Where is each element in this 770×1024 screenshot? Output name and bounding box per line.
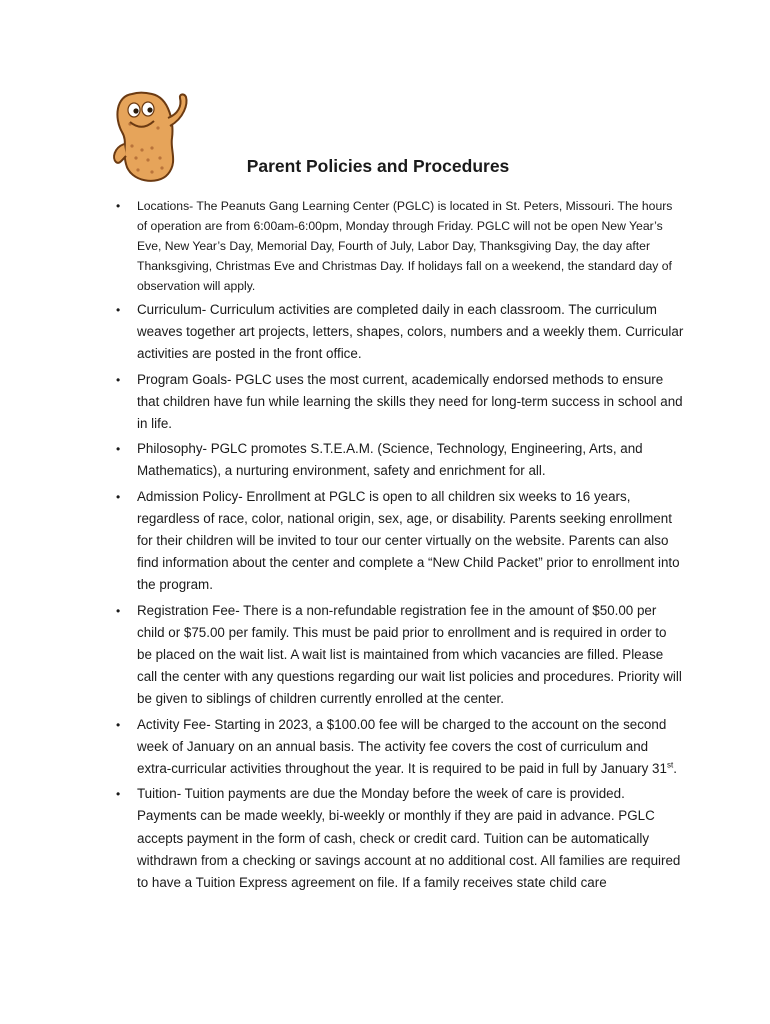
policy-item — [116, 714, 685, 781]
bullet-icon: • — [116, 489, 121, 504]
policy-item — [116, 196, 685, 296]
policy-item — [116, 369, 685, 436]
policy-item — [116, 299, 685, 366]
bullet-icon: • — [116, 603, 121, 618]
policy-text: Curriculum- Curriculum activities are completed daily in each classroom. The curriculum weaves together art projects, letters, shapes, colors, numbers and a weekly them. Curricular activities are posted in the front office. — [137, 302, 684, 362]
bullet-icon: • — [116, 303, 121, 317]
policy-item — [116, 783, 685, 894]
page-title: Parent Policies and Procedures — [246, 156, 510, 176]
policy-item — [116, 600, 685, 711]
policy-text: Philosophy- PGLC promotes S.T.E.A.M. (Science, Technology, Engineering, Arts, and Mathematics), a nurturing environment, safety and enrichment for all. — [137, 441, 643, 479]
bullet-icon: • — [116, 199, 121, 213]
policy-text: Tuition- Tuition payments are due the Monday before the week of care is provided. Payments can be made weekly, bi-weekly or monthly if they are paid in advance. PGLC accepts payment in the form of cash, check or credit card. Tuition can be automatically withdrawn from a checking or savings account at no additional cost. All families are required to have a Tuition Express agreement on file. If a family receives state child care — [137, 786, 681, 891]
policy-text: Registration Fee- There is a non-refundable registration fee in the amount of $50.00 per child or $75.00 per family. This must be paid prior to enrollment and is required in order to be placed on the wait list. A wait list is maintained from which vacancies are filled. Please call the center with any questions regarding our wait list policies and procedures. Priority will be given to siblings of children currently enrolled at the center. — [137, 602, 682, 707]
bullet-icon: • — [116, 787, 121, 802]
policy-text: Program Goals- PGLC uses the most current, academically endorsed methods to ensure that children have fun while learning the skills they need for long-term success in school and in life. — [137, 371, 683, 432]
policy-text: Locations- The Peanuts Gang Learning Center (PGLC) is located in St. Peters, Missouri. The hours of operation are from 6:00am-6:00pm, Monday through Friday. PGLC will not be open New Year’s Eve, New Year’s Day, Memorial Day, Fourth of July, Labor Day, Thanksgiving Day, the day after Thanksgiving, Christmas Eve and Christmas Day. If holidays fall on a weekend, the standard day of observation will apply. — [137, 199, 673, 293]
bullet-icon: • — [116, 717, 121, 732]
policy-list — [116, 196, 685, 897]
policy-superscript: st — [666, 760, 674, 770]
bullet-icon: • — [116, 442, 121, 457]
policy-text: Activity Fee- Starting in 2023, a $100.00 fee will be charged to the account on the second week of January on an annual basis. The activity fee covers the cost of curriculum and extra-curricular activities throughout the year. It is required to be paid in full by January 31 — [137, 716, 667, 777]
policy-text: Admission Policy- Enrollment at PGLC is open to all children six weeks to 16 years, regardless of race, color, national origin, sex, age, or disability. Parents seeking enrollment for their children will be invited to tour our center virtually on the website. Parents can also find information about the center and complete a “New Child Packet” prior to enrollment into the program. — [137, 488, 680, 593]
policy-item — [116, 486, 685, 597]
policy-text-tail: . — [673, 761, 677, 777]
policy-item — [116, 438, 685, 482]
bullet-icon: • — [116, 372, 121, 387]
